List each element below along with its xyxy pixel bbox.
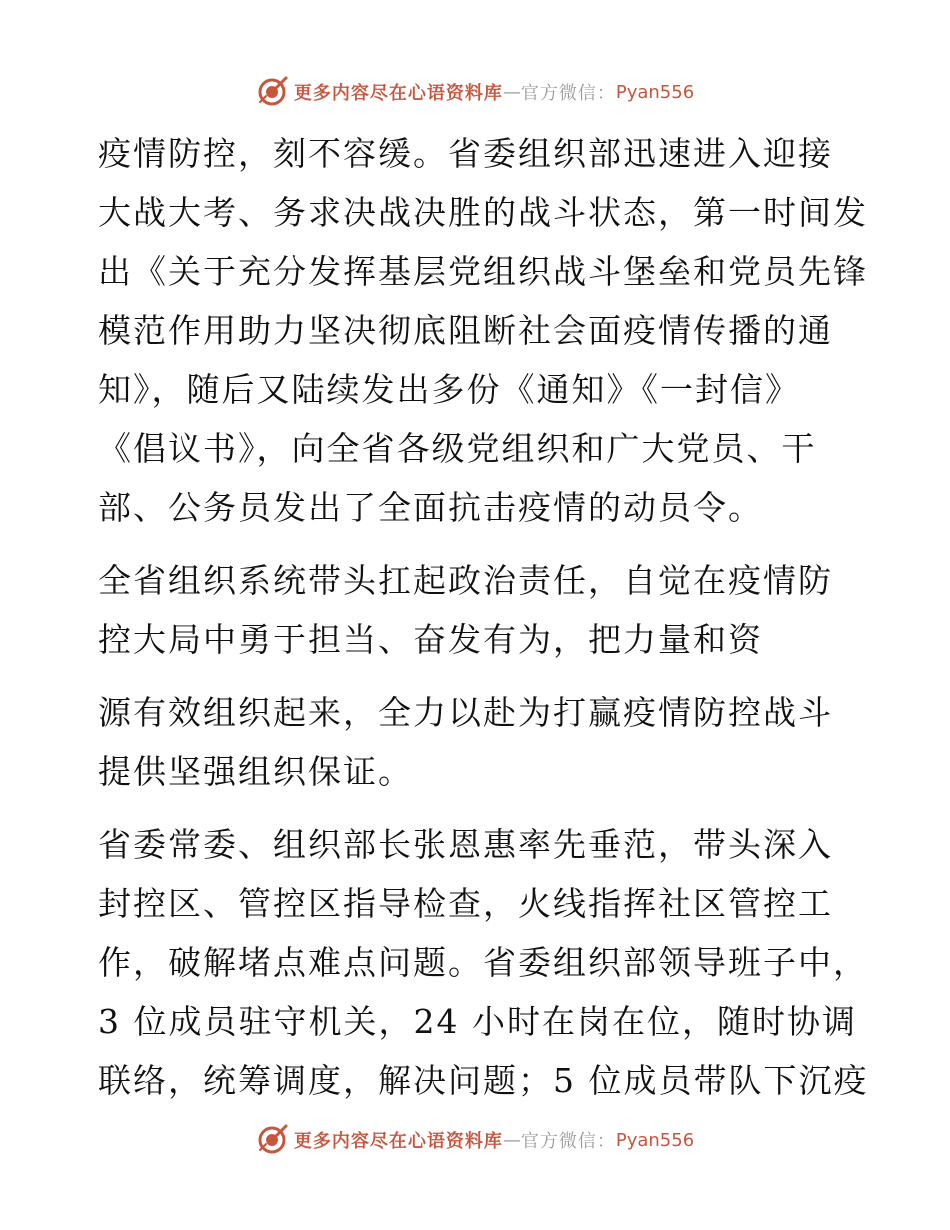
paragraph <box>98 551 858 669</box>
banner-separator: — <box>502 81 521 103</box>
banner-wechat-id: Pyan556 <box>615 1129 695 1151</box>
text-line: 作，破解堵点难点问题。省委组织部领导班子中， <box>98 943 868 982</box>
text-line: 封控区、管控区指导检查，火线指挥社区管控工 <box>98 884 833 923</box>
banner-wechat-id: Pyan556 <box>615 81 695 103</box>
brush-circle-logo-icon <box>256 1124 288 1156</box>
paragraph <box>98 683 858 801</box>
paragraph <box>98 815 869 1110</box>
banner-wechat-label: 官方微信： <box>520 1131 616 1152</box>
text-line: 出《关于充分发挥基层党组织战斗堡垒和党员先锋 <box>98 252 868 291</box>
banner-separator: — <box>502 1129 521 1151</box>
brush-circle-logo-icon <box>256 76 288 108</box>
paragraph <box>98 124 868 537</box>
header-banner <box>0 72 950 112</box>
text-line: 联络，统筹调度，解决问题；5 位成员带队下沉疫 <box>98 1061 869 1100</box>
text-line: 大战大考、务求决战决胜的战斗状态，第一时间发 <box>98 193 868 232</box>
text-line: 《倡议书》，向全省各级党组织和广大党员、干 <box>98 429 817 468</box>
text-line: 提供坚强组织保证。 <box>98 752 413 791</box>
document-body <box>98 124 869 1124</box>
text-line: 源有效组织起来，全力以赴为打赢疫情防控战斗 <box>98 693 833 732</box>
text-line: 全省组织系统带头扛起政治责任，自觉在疫情防 <box>98 561 833 600</box>
text-line: 部、公务员发出了全面抗击疫情的动员令。 <box>98 488 763 527</box>
banner-main-text: 更多内容尽在心语资料库 <box>293 83 503 104</box>
banner-wechat-label: 官方微信： <box>520 83 616 104</box>
footer-banner <box>0 1120 950 1160</box>
text-line: 知》，随后又陆续发出多份《通知》《一封信》 <box>98 370 800 409</box>
banner-main-text: 更多内容尽在心语资料库 <box>293 1131 503 1152</box>
text-line: 模范作用助力坚决彻底阻断社会面疫情传播的通 <box>98 311 833 350</box>
text-line: 3 位成员驻守机关，24 小时在岗在位，随时协调 <box>98 1002 857 1041</box>
text-line: 省委常委、组织部长张恩惠率先垂范，带头深入 <box>98 825 833 864</box>
text-line: 疫情防控，刻不容缓。省委组织部迅速进入迎接 <box>98 134 833 173</box>
text-line: 控大局中勇于担当、奋发有为，把力量和资 <box>98 620 763 659</box>
